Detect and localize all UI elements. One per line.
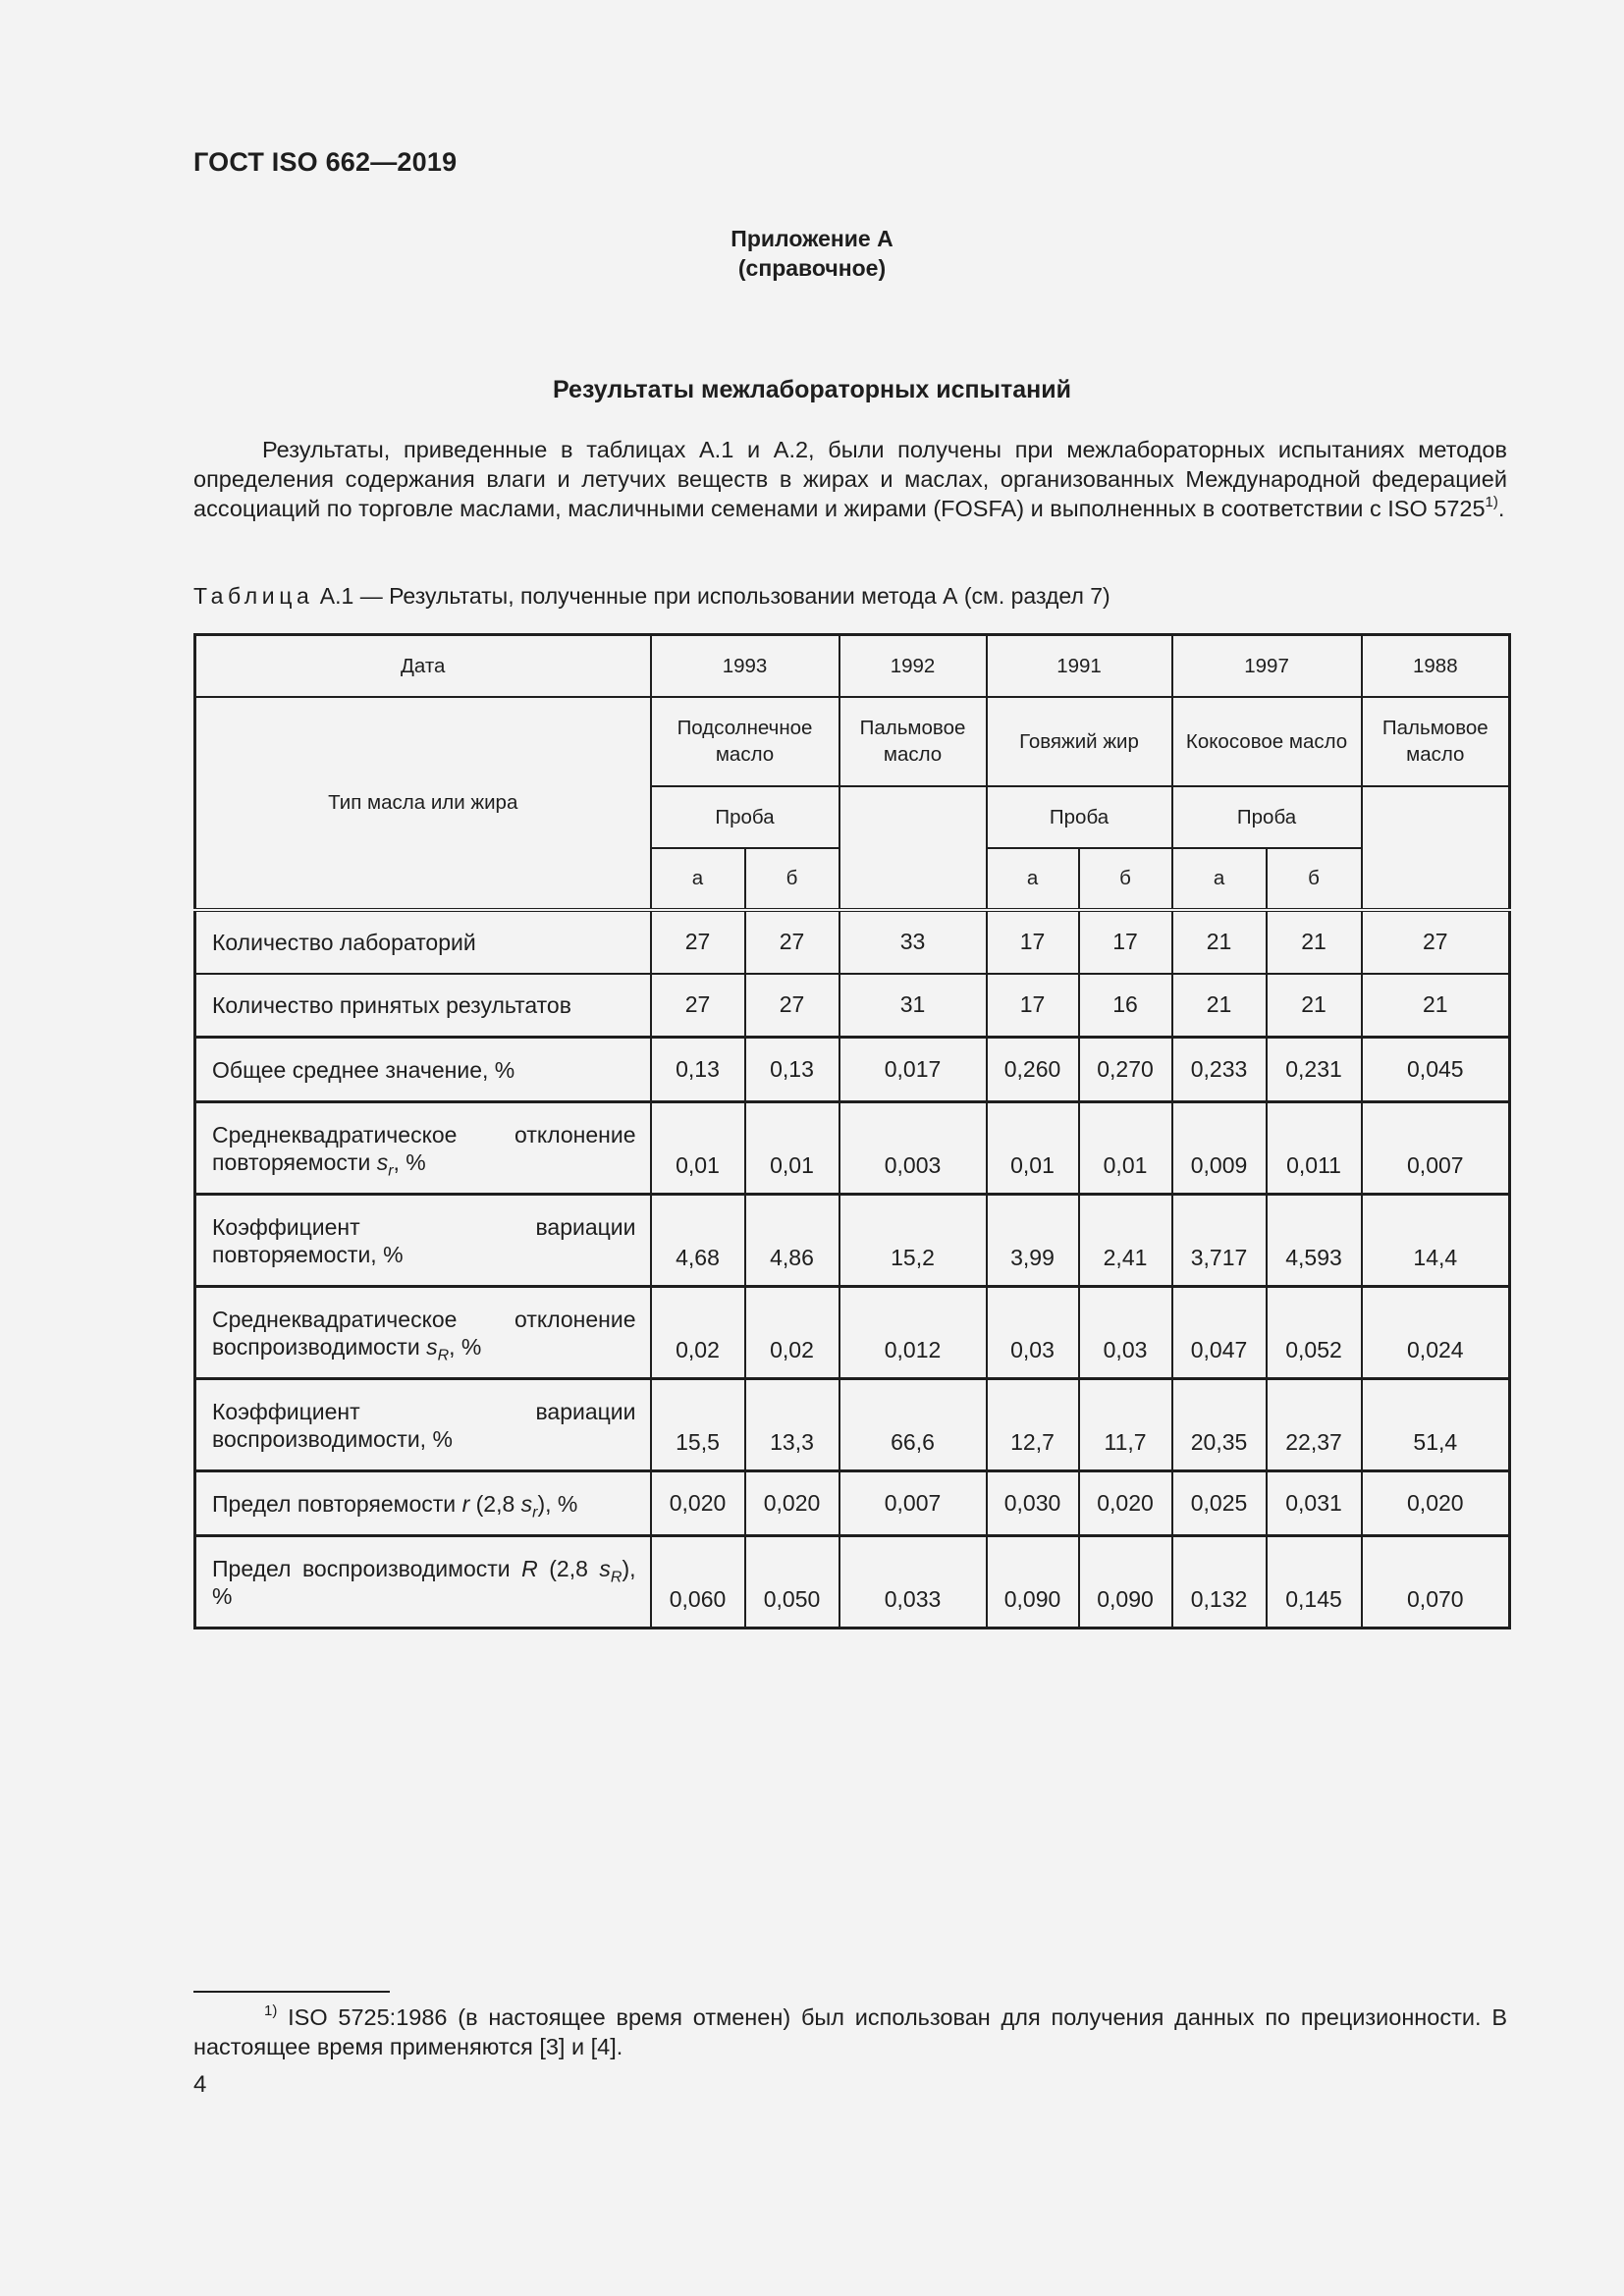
table-cell: 0,13 <box>651 1038 745 1102</box>
table-cell: 12,7 <box>987 1379 1079 1471</box>
table-cell: 0,03 <box>1079 1287 1172 1379</box>
row-label-subscript: r <box>388 1162 394 1180</box>
year-cell: 1997 <box>1172 635 1362 697</box>
table-cell: 0,047 <box>1172 1287 1267 1379</box>
table-row <box>195 1471 1510 1536</box>
table-cell: 27 <box>745 910 839 974</box>
table-cell: 0,090 <box>987 1536 1079 1629</box>
sample-b: б <box>1267 848 1362 910</box>
table-cell: 0,03 <box>987 1287 1079 1379</box>
table-cell: 33 <box>839 910 987 974</box>
table-cell: 15,5 <box>651 1379 745 1471</box>
table-cell: 20,35 <box>1172 1379 1267 1471</box>
table-cell: 14,4 <box>1362 1195 1510 1287</box>
table-cell: 0,007 <box>1362 1102 1510 1195</box>
table-cell: 0,060 <box>651 1536 745 1629</box>
row-label-subscript: R <box>437 1347 450 1364</box>
table-cell: 21 <box>1267 910 1362 974</box>
table-cell: 0,030 <box>987 1471 1079 1536</box>
row-label <box>195 1102 651 1195</box>
table-row <box>195 974 1510 1038</box>
date-label: Дата <box>195 635 651 697</box>
row-label-unit: , % <box>393 1149 426 1175</box>
row-label: Количество принятых результатов <box>195 974 651 1038</box>
oil-type-cell: Говяжий жир <box>987 697 1172 786</box>
row-label-symbol: s <box>599 1556 611 1581</box>
table-cell: 0,031 <box>1267 1471 1362 1536</box>
row-label-text: Среднеквадратическое отклонение воспроизводимости <box>212 1307 636 1360</box>
table-cell: 4,68 <box>651 1195 745 1287</box>
sample-a: а <box>1172 848 1267 910</box>
sample-b: б <box>745 848 839 910</box>
table-cell: 66,6 <box>839 1379 987 1471</box>
document-standard-code: ГОСТ ISO 662—2019 <box>193 147 458 177</box>
oil-type-cell: Пальмовое масло <box>1362 697 1510 786</box>
row-label-text: Предел воспроизводимости <box>212 1556 522 1581</box>
table-cell: 0,009 <box>1172 1102 1267 1195</box>
intro-end: . <box>1497 496 1505 521</box>
row-label-unit: , % <box>449 1334 482 1360</box>
table-caption <box>193 583 1110 610</box>
oil-type-label: Тип масла или жира <box>195 697 651 910</box>
oil-type-cell: Пальмовое масло <box>839 697 987 786</box>
oil-type-cell: Кокосовое масло <box>1172 697 1362 786</box>
table-cell: 0,012 <box>839 1287 987 1379</box>
table-cell: 0,132 <box>1172 1536 1267 1629</box>
table-row <box>195 1536 1510 1629</box>
table-cell: 21 <box>1362 974 1510 1038</box>
table-cell: 13,3 <box>745 1379 839 1471</box>
appendix-title: Приложение А <box>731 226 893 251</box>
row-label-symbol: R <box>521 1556 538 1581</box>
year-cell: 1993 <box>651 635 839 697</box>
table-cell: 51,4 <box>1362 1379 1510 1471</box>
table-cell: 17 <box>987 974 1079 1038</box>
table-cell: 0,017 <box>839 1038 987 1102</box>
row-label-text: (2,8 <box>537 1556 600 1581</box>
table-cell: 0,011 <box>1267 1102 1362 1195</box>
footnote-text: ISO 5725:1986 (в настоящее время отменен) был использован для получения данных по прецизионности. В настоящее время применяются [3] и [4]. <box>193 2004 1507 2059</box>
table-cell: 15,2 <box>839 1195 987 1287</box>
row-label-symbol: s <box>426 1334 438 1360</box>
table-cell: 4,593 <box>1267 1195 1362 1287</box>
table-cell: 0,070 <box>1362 1536 1510 1629</box>
row-label-symbol: r <box>461 1490 470 1517</box>
table-cell: 0,045 <box>1362 1038 1510 1102</box>
table-cell: 0,01 <box>745 1102 839 1195</box>
table-caption-label: Таблица <box>193 583 314 609</box>
table-cell: 11,7 <box>1079 1379 1172 1471</box>
sample-a: а <box>651 848 745 910</box>
table-cell: 0,020 <box>745 1471 839 1536</box>
table-cell: 0,231 <box>1267 1038 1362 1102</box>
row-label <box>195 1536 651 1629</box>
table-cell: 0,007 <box>839 1471 987 1536</box>
table-header-oil-row <box>195 697 1510 786</box>
table-cell: 0,052 <box>1267 1287 1362 1379</box>
table-cell: 0,003 <box>839 1102 987 1195</box>
table-cell: 0,233 <box>1172 1038 1267 1102</box>
row-label-unit: ), % <box>212 1556 636 1609</box>
table-cell: 27 <box>745 974 839 1038</box>
footnote <box>193 2002 1507 2061</box>
row-label: Общее среднее значение, % <box>195 1038 651 1102</box>
table-cell: 3,717 <box>1172 1195 1267 1287</box>
table-cell: 22,37 <box>1267 1379 1362 1471</box>
empty-cell <box>839 786 987 910</box>
row-label-unit: ), % <box>537 1490 578 1517</box>
empty-cell <box>1362 786 1510 910</box>
appendix-subtitle: (справочное) <box>737 255 887 281</box>
table-cell: 16 <box>1079 974 1172 1038</box>
table-cell: 3,99 <box>987 1195 1079 1287</box>
section-title: Результаты межлабораторных испытаний <box>552 376 1071 403</box>
row-label-symbol: s <box>376 1149 389 1175</box>
footnote-divider <box>193 1991 390 1993</box>
sample-label: Проба <box>651 786 839 848</box>
table-cell: 0,025 <box>1172 1471 1267 1536</box>
table-header-date-row <box>195 635 1510 697</box>
table-cell: 0,01 <box>987 1102 1079 1195</box>
table-cell: 0,020 <box>651 1471 745 1536</box>
row-label: Количество лабораторий <box>195 910 651 974</box>
year-cell: 1991 <box>987 635 1172 697</box>
table-row <box>195 910 1510 974</box>
table-cell: 0,145 <box>1267 1536 1362 1629</box>
table-row <box>195 1287 1510 1379</box>
table-cell: 2,41 <box>1079 1195 1172 1287</box>
footnote-marker: 1) <box>264 2002 278 2020</box>
page-number: 4 <box>193 2071 207 2098</box>
table-cell: 31 <box>839 974 987 1038</box>
row-label <box>195 1287 651 1379</box>
table-cell: 17 <box>1079 910 1172 974</box>
table-cell: 0,02 <box>745 1287 839 1379</box>
table-cell: 0,050 <box>745 1536 839 1629</box>
table-cell: 0,01 <box>1079 1102 1172 1195</box>
row-label-subscript: R <box>610 1569 623 1586</box>
table-cell: 0,020 <box>1079 1471 1172 1536</box>
row-label: Коэффициент вариации воспроизводимости, % <box>195 1379 651 1471</box>
table-cell: 0,090 <box>1079 1536 1172 1629</box>
table-cell: 27 <box>651 910 745 974</box>
table-cell: 21 <box>1267 974 1362 1038</box>
row-label-subscript: r <box>532 1504 538 1522</box>
table-cell: 0,01 <box>651 1102 745 1195</box>
table-caption-text: А.1 — Результаты, полученные при использовании метода А (см. раздел 7) <box>313 583 1110 609</box>
table-cell: 4,86 <box>745 1195 839 1287</box>
table-cell: 0,020 <box>1362 1471 1510 1536</box>
results-table <box>193 633 1511 1629</box>
table-cell: 0,024 <box>1362 1287 1510 1379</box>
row-label <box>195 1471 651 1536</box>
sample-a: а <box>987 848 1079 910</box>
sample-b: б <box>1079 848 1172 910</box>
oil-type-cell: Подсолнечное масло <box>651 697 839 786</box>
table-cell: 0,033 <box>839 1536 987 1629</box>
row-label-text: (2,8 <box>469 1490 521 1517</box>
row-label-symbol: s <box>520 1490 533 1517</box>
table-row <box>195 1195 1510 1287</box>
table-row <box>195 1102 1510 1195</box>
intro-paragraph <box>193 435 1507 523</box>
table-cell: 0,02 <box>651 1287 745 1379</box>
table-cell: 27 <box>651 974 745 1038</box>
sample-label: Проба <box>987 786 1172 848</box>
sample-label: Проба <box>1172 786 1362 848</box>
table-cell: 0,260 <box>987 1038 1079 1102</box>
year-cell: 1992 <box>839 635 987 697</box>
table-cell: 0,270 <box>1079 1038 1172 1102</box>
footnote-reference[interactable]: 1) <box>1485 494 1498 511</box>
year-cell: 1988 <box>1362 635 1510 697</box>
row-label-text: Среднеквадратическое отклонение повторяемости <box>212 1122 636 1175</box>
table-cell: 17 <box>987 910 1079 974</box>
table-cell: 21 <box>1172 974 1267 1038</box>
row-label: Коэффициент вариации повторяемости, % <box>195 1195 651 1287</box>
table-cell: 27 <box>1362 910 1510 974</box>
table-row <box>195 1379 1510 1471</box>
table-cell: 21 <box>1172 910 1267 974</box>
intro-text: Результаты, приведенные в таблицах А.1 и А.2, были получены при межлабораторных испытаниях методов определения содержания влаги и летучих веществ в жирах и маслах, организованных Международной федерацией ассоциаций по торговле маслами, масличными семенами и жирами (FOSFA) и выполненных в соответствии с ISO 5725 <box>193 437 1507 521</box>
row-label-text: Предел повторяемости <box>212 1490 462 1517</box>
table-row <box>195 1038 1510 1102</box>
table-cell: 0,13 <box>745 1038 839 1102</box>
